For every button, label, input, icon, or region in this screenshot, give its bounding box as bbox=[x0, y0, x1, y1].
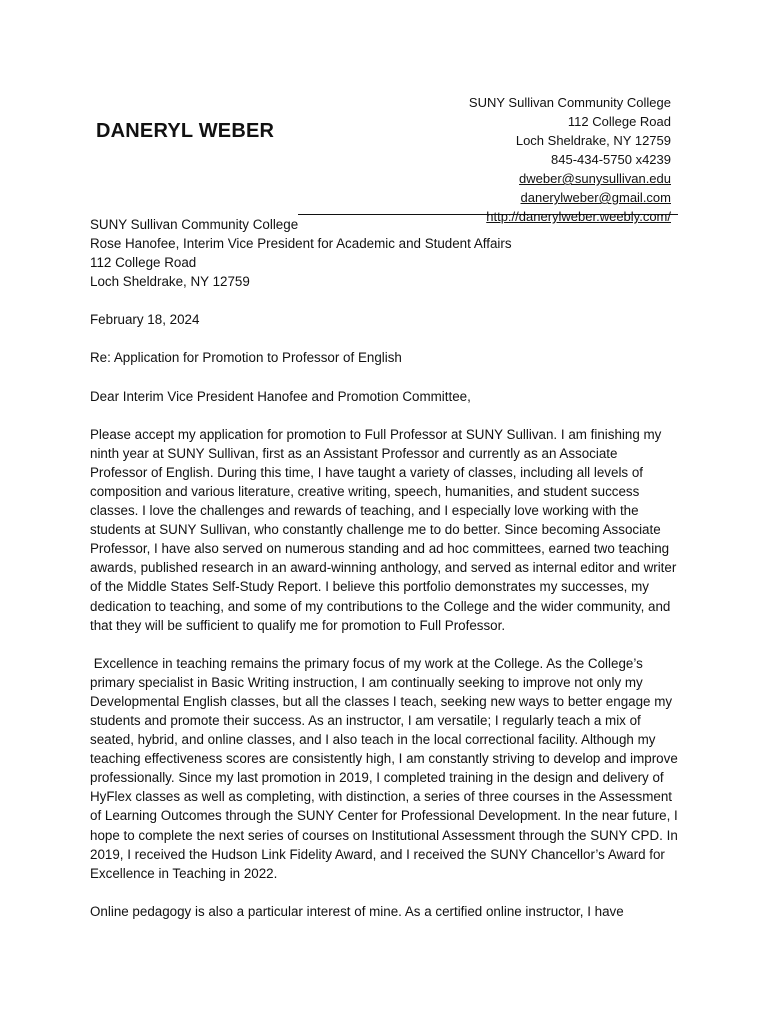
letter-body bbox=[90, 215, 682, 940]
recipient-address-block bbox=[90, 215, 678, 291]
recipient-institution: SUNY Sullivan Community College bbox=[90, 217, 299, 232]
paragraph: Online pedagogy is also a particular interest of mine. As a certified online instructor, I have bbox=[90, 903, 624, 919]
sender-city: Loch Sheldrake, NY 12759 bbox=[515, 133, 671, 148]
sender-address-block bbox=[469, 93, 671, 226]
paragraph: Please accept my application for promotion to Full Professor at SUNY Sullivan. I am finishing my ninth year at SUNY Sullivan, first as an Assistant Professor and currently as an Associate Professor of English. During this time, I have taught a variety of classes, including all levels of composition and various literature, creative writing, speech, humanities, and student success classes. I love the challenges and rewards of teaching, and I especially love working with the students at SUNY Sullivan, who constantly challenge me to do better. Since becoming Associate Professor, I have also served on numerous standing and ad hoc committees, earned two teaching awards, published research in an award-winning anthology, and served as internal editor and writer of the Middle States Self-Study Report. I believe this portfolio demonstrates my successes, my dedication to teaching, and some of my contributions to the College and the wider community, and that they will be sufficient to qualify me for promotion to Full Professor. bbox=[90, 426, 677, 633]
sender-institution: SUNY Sullivan Community College bbox=[468, 95, 671, 110]
sender-street: 112 College Road bbox=[567, 114, 671, 129]
recipient-street: 112 College Road bbox=[90, 255, 197, 271]
work-email-link[interactable]: dweber@sunysullivan.edu bbox=[519, 171, 671, 186]
letter-date: February 18, 2024 bbox=[90, 312, 200, 328]
personal-email-link[interactable]: danerylweber@gmail.com bbox=[520, 190, 671, 205]
recipient-city: Loch Sheldrake, NY 12759 bbox=[90, 274, 250, 290]
author-name: DANERYL WEBER bbox=[96, 120, 275, 142]
website-link[interactable]: http://danerylweber.weebly.com/ bbox=[486, 209, 671, 224]
paragraph: Excellence in teaching remains the primary focus of my work at the College. As the College’s primary specialist in Basic Writing instruction, I am continually seeking to improve not only my Developmental English classes, but all the classes I teach, seeking new ways to better engage my students and promote their success. As an instructor, I am versatile; I regularly teach a mix of seated, hybrid, and online classes, and I also teach in the local correctional facility. Although my teaching effectiveness scores are consistently high, I am constantly striving to develop and improve professionally. Since my last promotion in 2019, I completed training in the design and delivery of HyFlex classes as well as completing, with distinction, a series of three courses in the Assessment of Learning Outcomes through the SUNY Center for Professional Development. In the near future, I hope to complete the next series of courses on Institutional Assessment through the SUNY CPD. In 2019, I received the Hudson Link Fidelity Award, and I received the SUNY Chancellor’s Award for Excellence in Teaching in 2022. bbox=[90, 655, 682, 881]
sender-phone: 845-434-5750 x4239 bbox=[551, 152, 671, 167]
letter-salutation: Dear Interim Vice President Hanofee and Promotion Committee, bbox=[90, 388, 471, 404]
recipient-name-title: Rose Hanofee, Interim Vice President for Academic and Student Affairs bbox=[90, 236, 512, 252]
letter-subject: Re: Application for Promotion to Professor of English bbox=[90, 350, 402, 366]
